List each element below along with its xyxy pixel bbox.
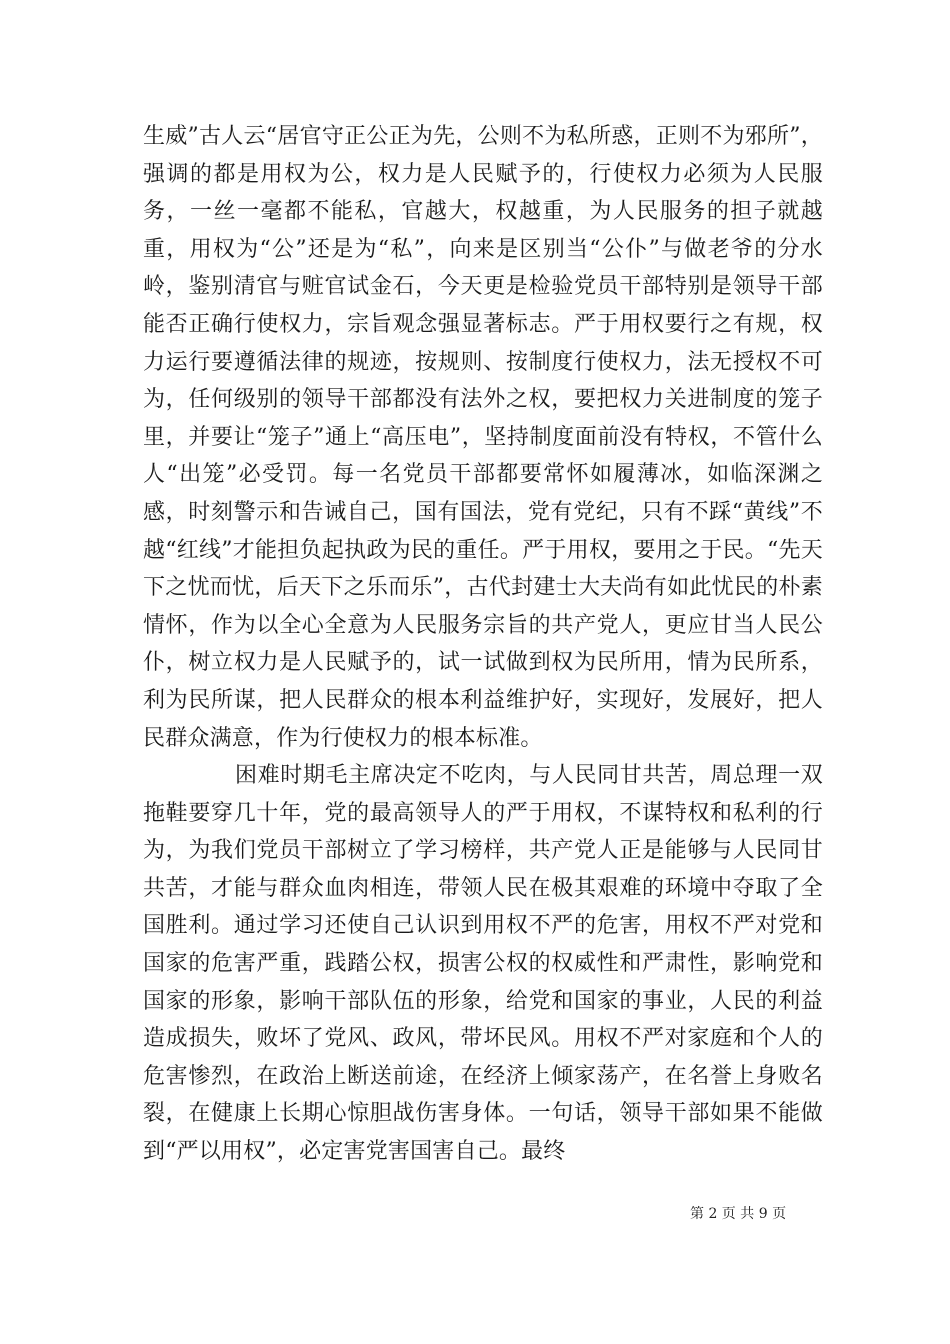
page-number-footer: 第 2 页 共 9 页 xyxy=(690,1206,787,1222)
paragraph-2: 困难时期毛主席决定不吃肉，与人民同甘共苦，周总理一双拖鞋要穿几十年，党的最高领导人的严于用权，不谋特权和私利的行为，为我们党员干部树立了学习榜样，共产党人正是能够与人民同甘共苦，才能与群众血肉相连，带领人民在极其艰难的环境中夺取了全国胜利。通过学习还使自己认识到用权不严的危害，用权不严对党和国家的危害严重，践踏公权，损害公权的权威性和严肃性，影响党和国家的形象，影响干部队伍的形象，给党和国家的事业，人民的利益造成损失，败坏了党风、政风，带坏民风。用权不严对家庭和个人的危害惨烈，在政治上断送前途，在经济上倾家荡产，在名誉上身败名裂，在健康上长期心惊胆战伤害身体。一句话，领导干部如果不能做到“严以用权”，必定害党害国害自己。最终 xyxy=(143,763,823,1165)
paragraph-1: 生威”古人云“居官守正公正为先，公则不为私所惑，正则不为邪所”，强调的都是用权为公，权力是人民赋予的，行使权力必须为人民服务，一丝一毫都不能私，官越大，权越重，为人民服务的担子就越重，用权为“公”还是为“私”，向来是区别当“公仆”与做老爷的分水岭，鉴别清官与赃官试金石，今天更是检验党员干部特别是领导干部能否正确行使权力，宗旨观念强显著标志。严于用权要行之有规，权力运行要遵循法律的规迹，按规则、按制度行使权力，法无授权不可为，任何级别的领导干部都没有法外之权，要把权力关进制度的笼子里，并要让“笼子”通上“高压电”，坚持制度面前没有特权，不管什么人“出笼”必受罚。每一名党员干部都要常怀如履薄冰，如临深渊之感，时刻警示和告诫自己，国有国法，党有党纪，只有不踩“黄线”不越“红线”才能担负起执政为民的重任。严于用权，要用之于民。“先天下之忧而忧，后天下之乐而乐”，古代封建士大夫尚有如此忧民的朴素情怀，作为以全心全意为人民服务宗旨的共产党人，更应甘当人民公仆，树立权力是人民赋予的，试一试做到权为民所用，情为民所系，利为民所谋，把人民群众的根本利益维护好，实现好，发展好，把人民群众满意，作为行使权力的根本标准。 xyxy=(143,124,823,751)
document-body xyxy=(143,118,823,1171)
